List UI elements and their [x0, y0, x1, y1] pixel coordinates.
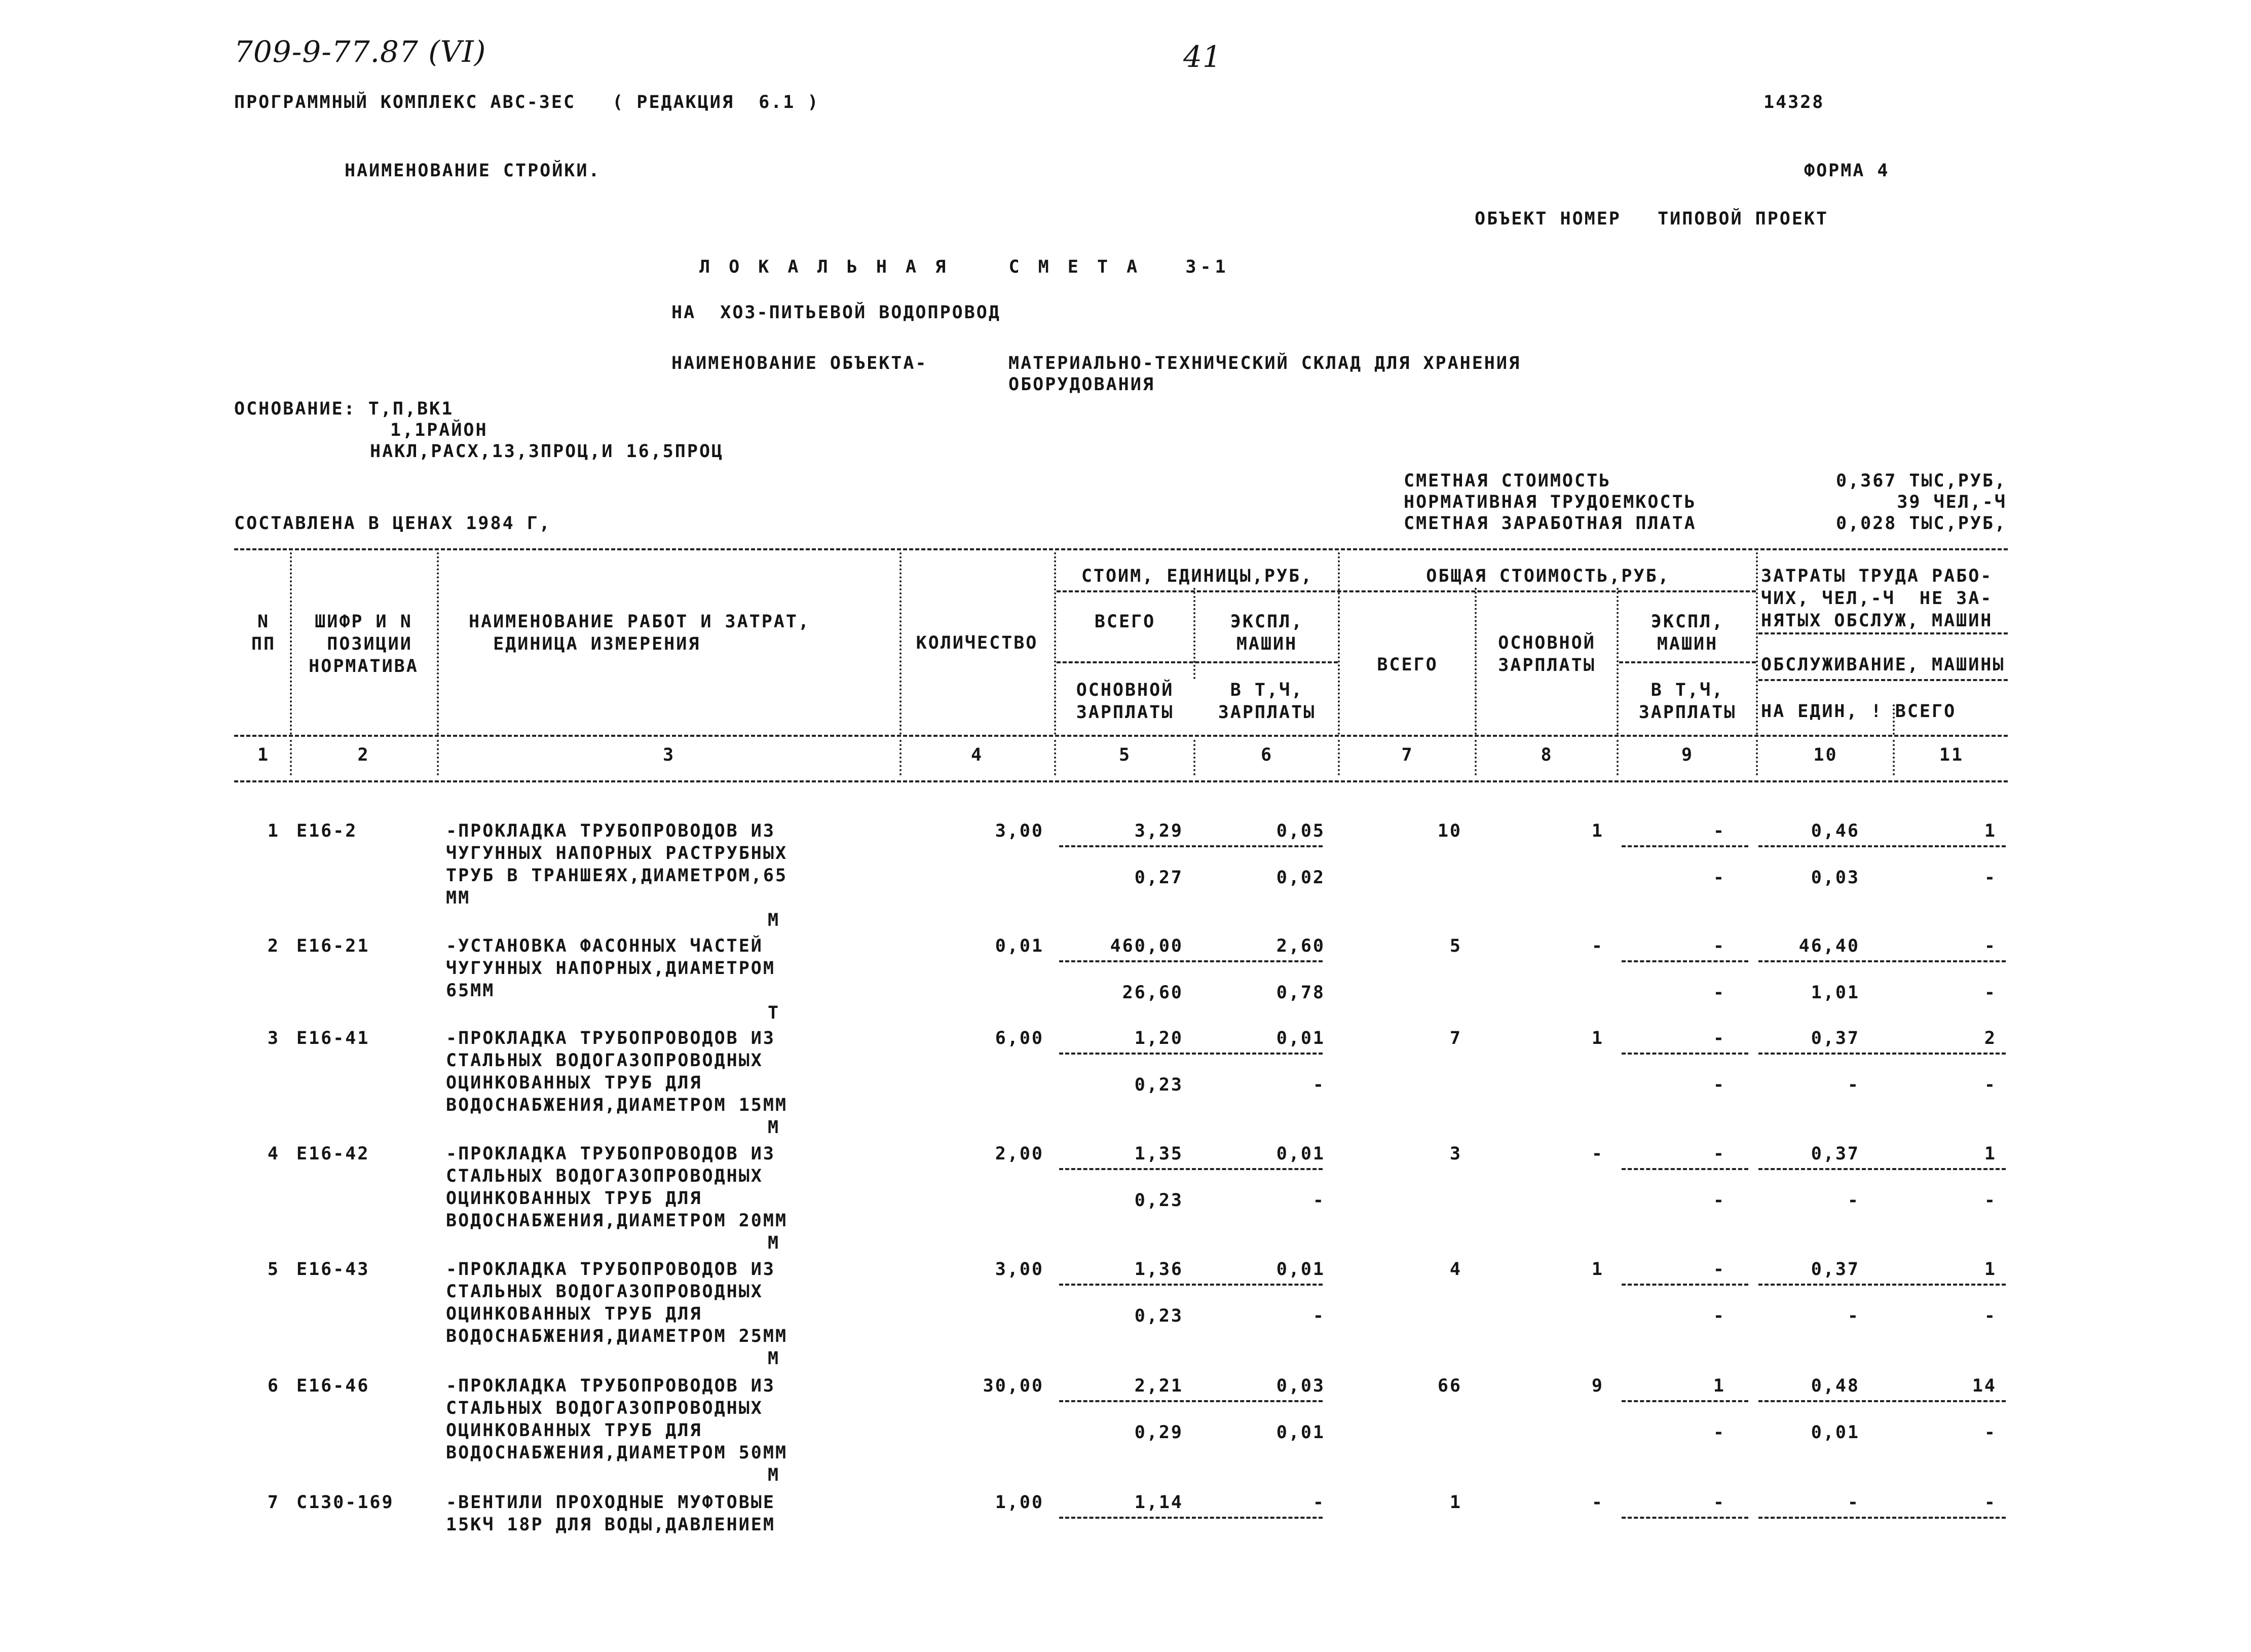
header-col-qty: КОЛИЧЕСТВО: [916, 633, 1038, 653]
header-unit-sub-rule: [1057, 661, 1338, 663]
row-quantity: 6,00: [995, 1028, 1044, 1048]
row-labor-total: 1: [1984, 1144, 1997, 1164]
row-code: Е16-21: [296, 936, 370, 956]
row-number: 5: [267, 1259, 280, 1280]
prices-year-line: СОСТАВЛЕНА В ЦЕНАХ 1984 Г,: [234, 513, 551, 534]
row-service-total: -: [1984, 983, 1997, 1003]
num-row-sep-7: [1475, 740, 1477, 775]
row-unit-mach: 0,01: [1276, 1028, 1325, 1048]
row-sum-mach: -: [1713, 1259, 1725, 1280]
col-number-11: 11: [1939, 745, 1964, 765]
row-labor-rule: [1758, 960, 2006, 962]
row-code: Е16-43: [296, 1259, 370, 1280]
num-row-sep-8: [1617, 740, 1619, 775]
row-sum-mach: -: [1713, 1492, 1725, 1513]
row-labor-unit: 0,37: [1811, 1259, 1860, 1280]
row-unit-total: 460,00: [1110, 936, 1183, 956]
col-number-9: 9: [1681, 745, 1694, 765]
col-sep-5: [1193, 588, 1195, 679]
header-unit-cost-rule: [1057, 590, 1756, 592]
col-sep-9: [1756, 552, 1758, 735]
header-unit-total: ВСЕГО: [1094, 612, 1156, 632]
row-unit-mach: 0,01: [1276, 1144, 1325, 1164]
document-id: 14328: [1764, 92, 1825, 112]
row-unit-total: 3,29: [1134, 821, 1183, 841]
num-row-sep-1: [290, 740, 292, 775]
col-number-4: 4: [970, 745, 984, 765]
row-sum-total: 7: [1449, 1028, 1462, 1048]
row-quantity: 3,00: [995, 1259, 1044, 1280]
row-quantity: 2,00: [995, 1144, 1044, 1164]
row-labor-unit: 0,48: [1811, 1376, 1860, 1396]
row-description-line: -ПРОКЛАДКА ТРУБОПРОВОДОВ ИЗ: [446, 1259, 775, 1280]
num-row-sep-4: [1054, 740, 1056, 775]
col-number-5: 5: [1118, 745, 1132, 765]
row-unit-rule: [1059, 845, 1323, 847]
row-unit-mach: 0,03: [1276, 1376, 1325, 1396]
row-sum-mach-rule: [1622, 845, 1748, 847]
row-quantity: 1,00: [995, 1492, 1044, 1513]
row-unit: М: [768, 1465, 780, 1485]
row-sum-total: 3: [1449, 1144, 1462, 1164]
summary-label-wage: СМЕТНАЯ ЗАРАБОТНАЯ ПЛАТА: [1404, 513, 1697, 534]
header-total-sub-rule: [1619, 661, 1756, 663]
col-sep-6: [1338, 552, 1340, 735]
row-description-line: -ПРОКЛАДКА ТРУБОПРОВОДОВ ИЗ: [446, 821, 775, 841]
header-unit-mach: ЭКСПЛ, МАШИН: [1230, 612, 1304, 654]
row-service-total: -: [1984, 1190, 1997, 1211]
row-quantity: 0,01: [995, 936, 1044, 956]
row-sum-mach-rule: [1622, 1284, 1748, 1286]
row-sum-wage: 1: [1591, 1259, 1604, 1280]
header-labor-rule-2: [1758, 679, 2008, 681]
row-unit-rule: [1059, 1400, 1323, 1402]
row-labor-rule: [1758, 1053, 2006, 1055]
row-sum-incl-wage: -: [1713, 983, 1725, 1003]
row-sum-mach: 1: [1713, 1376, 1725, 1396]
num-row-sep-6: [1338, 740, 1340, 775]
construction-label: НАИМЕНОВАНИЕ СТРОЙКИ.: [345, 161, 601, 181]
row-number: 2: [267, 936, 280, 956]
row-description-line: ЧУГУННЫХ НАПОРНЫХ РАСТРУБНЫХ: [446, 843, 788, 863]
row-sum-mach: -: [1713, 936, 1725, 956]
row-description-line: 15КЧ 18Р ДЛЯ ВОДЫ,ДАВЛЕНИЕМ: [446, 1515, 775, 1535]
row-description-line: -УСТАНОВКА ФАСОННЫХ ЧАСТЕЙ: [446, 936, 763, 956]
header-col-num: N ПП: [251, 612, 276, 654]
row-unit-incl-wage: 0,78: [1276, 983, 1325, 1003]
row-labor-total: 14: [1972, 1376, 1997, 1396]
row-sum-mach: -: [1713, 1144, 1725, 1164]
row-sum-incl-wage: -: [1713, 1306, 1725, 1326]
row-service-total: -: [1984, 1075, 1997, 1095]
row-number: 3: [267, 1028, 280, 1048]
summary-label-labor: НОРМАТИВНАЯ ТРУДОЕМКОСТЬ: [1404, 492, 1697, 512]
row-description-line: ОЦИНКОВАННЫХ ТРУБ ДЛЯ: [446, 1420, 702, 1441]
row-unit-incl-wage: -: [1312, 1075, 1325, 1095]
row-unit-rule: [1059, 1053, 1323, 1055]
num-row-sep-3: [899, 740, 902, 775]
row-service-unit: 0,01: [1811, 1422, 1860, 1443]
row-number: 7: [267, 1492, 280, 1513]
col-number-1: 1: [257, 745, 270, 765]
row-unit: М: [768, 1233, 780, 1253]
row-description-line: ВОДОСНАБЖЕНИЯ,ДИАМЕТРОМ 50ММ: [446, 1443, 788, 1463]
row-sum-total: 10: [1437, 821, 1462, 841]
row-code: Е16-41: [296, 1028, 370, 1048]
row-sum-wage: -: [1591, 1144, 1604, 1164]
col-number-3: 3: [662, 745, 676, 765]
row-service-unit: -: [1847, 1190, 1860, 1211]
row-service-unit: -: [1847, 1306, 1860, 1326]
row-quantity: 30,00: [983, 1376, 1044, 1396]
handwritten-project-code: 709-9-77.87 (VI): [234, 34, 486, 69]
row-labor-total: 1: [1984, 1259, 1997, 1280]
col-number-8: 8: [1541, 745, 1553, 765]
row-unit-mach: 0,01: [1276, 1259, 1325, 1280]
row-sum-wage: 1: [1591, 1028, 1604, 1048]
row-service-unit: 0,03: [1811, 868, 1860, 888]
row-labor-rule: [1758, 1517, 2006, 1519]
estimate-title: Л О К А Л Ь Н А Я С М Е Т А 3-1: [699, 257, 1230, 277]
row-unit-total: 2,21: [1134, 1376, 1183, 1396]
row-labor-total: 2: [1984, 1028, 1997, 1048]
num-row-sep-10: [1893, 740, 1895, 775]
num-row-sep-5: [1193, 740, 1195, 775]
summary-label-cost: СМЕТНАЯ СТОИМОСТЬ: [1404, 471, 1611, 491]
row-labor-total: -: [1984, 1492, 1997, 1513]
table-body-top-rule: [234, 780, 2008, 782]
row-description-line: ЧУГУННЫХ НАПОРНЫХ,ДИАМЕТРОМ: [446, 958, 775, 979]
row-unit-rule: [1059, 1168, 1323, 1170]
summary-value-cost: 0,367 ТЫС,РУБ,: [1835, 471, 2007, 491]
row-sum-incl-wage: -: [1713, 1075, 1725, 1095]
row-sum-incl-wage: -: [1713, 1422, 1725, 1443]
row-unit-mach: -: [1312, 1492, 1325, 1513]
row-description-line: СТАЛЬНЫХ ВОДОГАЗОПРОВОДНЫХ: [446, 1050, 763, 1071]
row-unit: М: [768, 910, 780, 930]
row-labor-unit: 0,37: [1811, 1028, 1860, 1048]
header-total-incl-wage: В Т,Ч, ЗАРПЛАТЫ: [1638, 680, 1737, 723]
row-labor-total: 1: [1984, 821, 1997, 841]
form-label: ФОРМА 4: [1804, 161, 1890, 181]
row-sum-mach-rule: [1622, 1168, 1748, 1170]
row-unit-incl-wage: 0,02: [1276, 868, 1325, 888]
row-sum-incl-wage: -: [1713, 868, 1725, 888]
basis-line-3: НАКЛ,РАСХ,13,3ПРОЦ,И 16,5ПРОЦ: [370, 441, 724, 462]
row-labor-rule: [1758, 845, 2006, 847]
row-code: С130-169: [296, 1492, 394, 1513]
row-sum-mach-rule: [1622, 1517, 1748, 1519]
row-description-line: ОЦИНКОВАННЫХ ТРУБ ДЛЯ: [446, 1073, 702, 1093]
col-number-7: 7: [1401, 745, 1414, 765]
object-number-line: ОБЪЕКТ НОМЕР ТИПОВОЙ ПРОЕКТ: [1475, 209, 1829, 229]
row-unit-incl-wage: -: [1312, 1190, 1325, 1211]
row-sum-wage: 1: [1591, 821, 1604, 841]
row-description-line: ОЦИНКОВАННЫХ ТРУБ ДЛЯ: [446, 1304, 702, 1324]
row-description-line: СТАЛЬНЫХ ВОДОГАЗОПРОВОДНЫХ: [446, 1282, 763, 1302]
row-description-line: ВОДОСНАБЖЕНИЯ,ДИАМЕТРОМ 15ММ: [446, 1095, 788, 1115]
num-row-sep-2: [437, 740, 439, 775]
row-description-line: -ПРОКЛАДКА ТРУБОПРОВОДОВ ИЗ: [446, 1028, 775, 1048]
page-number: 41: [1183, 40, 1222, 74]
row-description-line: ТРУБ В ТРАНШЕЯХ,ДИАМЕТРОМ,65: [446, 866, 788, 886]
row-unit-base-wage: 0,23: [1134, 1075, 1183, 1095]
col-number-6: 6: [1260, 745, 1273, 765]
row-unit: М: [768, 1348, 780, 1369]
row-quantity: 3,00: [995, 821, 1044, 841]
row-sum-wage: -: [1591, 936, 1604, 956]
row-description-line: СТАЛЬНЫХ ВОДОГАЗОПРОВОДНЫХ: [446, 1398, 763, 1418]
row-code: Е16-42: [296, 1144, 370, 1164]
row-sum-total: 66: [1437, 1376, 1462, 1396]
col-sep-4: [1054, 552, 1056, 735]
col-sep-7: [1475, 588, 1477, 735]
row-sum-incl-wage: -: [1713, 1190, 1725, 1211]
row-description-line: ОЦИНКОВАННЫХ ТРУБ ДЛЯ: [446, 1188, 702, 1209]
row-unit-base-wage: 0,23: [1134, 1306, 1183, 1326]
header-total-all: ВСЕГО: [1377, 655, 1438, 675]
row-description-line: СТАЛЬНЫХ ВОДОГАЗОПРОВОДНЫХ: [446, 1166, 763, 1186]
row-service-unit: 1,01: [1811, 983, 1860, 1003]
row-unit-incl-wage: 0,01: [1276, 1422, 1325, 1443]
program-line: ПРОГРАММНЫЙ КОМПЛЕКС АВС-3ЕС ( РЕДАКЦИЯ 6.1 ): [234, 92, 820, 112]
col-sep-2: [437, 552, 439, 735]
header-col-code: ШИФР И N ПОЗИЦИИ НОРМАТИВА: [309, 612, 419, 677]
row-labor-unit: 0,46: [1811, 821, 1860, 841]
header-unit-cost: СТОИМ, ЕДИНИЦЫ,РУБ,: [1081, 566, 1314, 586]
row-labor-unit: -: [1847, 1492, 1860, 1513]
header-labor-unit: НА ЕДИН, ! ВСЕГО: [1761, 701, 1957, 722]
header-labor-service: ОБСЛУЖИВАНИЕ, МАШИНЫ: [1761, 655, 2005, 675]
row-sum-total: 5: [1449, 936, 1462, 956]
row-sum-wage: -: [1591, 1492, 1604, 1513]
row-sum-wage: 9: [1591, 1376, 1604, 1396]
row-unit-mach: 2,60: [1276, 936, 1325, 956]
basis-line-1: ОСНОВАНИЕ: Т,П,ВК1: [234, 399, 454, 419]
estimate-subject: НА ХОЗ-ПИТЬЕВОЙ ВОДОПРОВОД: [671, 303, 1001, 323]
row-code: Е16-46: [296, 1376, 370, 1396]
row-sum-mach: -: [1713, 821, 1725, 841]
row-unit-total: 1,36: [1134, 1259, 1183, 1280]
row-labor-unit: 46,40: [1798, 936, 1860, 956]
row-description-line: -ПРОКЛАДКА ТРУБОПРОВОДОВ ИЗ: [446, 1376, 775, 1396]
row-unit-mach: 0,05: [1276, 821, 1325, 841]
row-sum-total: 1: [1449, 1492, 1462, 1513]
row-unit-total: 1,14: [1134, 1492, 1183, 1513]
row-description-line: -ВЕНТИЛИ ПРОХОДНЫЕ МУФТОВЫЕ: [446, 1492, 775, 1513]
row-unit-base-wage: 0,27: [1134, 868, 1183, 888]
row-unit-base-wage: 0,29: [1134, 1422, 1183, 1443]
row-unit-rule: [1059, 960, 1323, 962]
row-sum-total: 4: [1449, 1259, 1462, 1280]
header-unit-incl-wage: В Т,Ч, ЗАРПЛАТЫ: [1218, 680, 1316, 723]
row-service-total: -: [1984, 1306, 1997, 1326]
table-header-bottom-rule: [234, 735, 2008, 737]
object-name-line-1: МАТЕРИАЛЬНО-ТЕХНИЧЕСКИЙ СКЛАД ДЛЯ ХРАНЕНИЯ: [1008, 353, 1521, 373]
row-description-line: 65ММ: [446, 981, 495, 1001]
row-unit-total: 1,20: [1134, 1028, 1183, 1048]
row-sum-mach: -: [1713, 1028, 1725, 1048]
table-top-rule: [234, 548, 2008, 550]
row-sum-mach-rule: [1622, 1053, 1748, 1055]
col-number-10: 10: [1813, 745, 1838, 765]
header-total-mach: ЭКСПЛ, МАШИН: [1650, 612, 1724, 654]
row-service-total: -: [1984, 1422, 1997, 1443]
header-total-cost: ОБЩАЯ СТОИМОСТЬ,РУБ,: [1426, 566, 1670, 586]
col-number-2: 2: [357, 745, 370, 765]
header-total-base-wage: ОСНОВНОЙ ЗАРПЛАТЫ: [1498, 633, 1596, 675]
row-sum-mach-rule: [1622, 1400, 1748, 1402]
header-unit-base-wage: ОСНОВНОЙ ЗАРПЛАТЫ: [1076, 680, 1174, 723]
row-sum-mach-rule: [1622, 960, 1748, 962]
row-service-total: -: [1984, 868, 1997, 888]
row-labor-rule: [1758, 1400, 2006, 1402]
row-unit: М: [768, 1117, 780, 1138]
row-unit-rule: [1059, 1284, 1323, 1286]
object-name-label: НАИМЕНОВАНИЕ ОБЪЕКТА-: [671, 353, 928, 373]
row-number: 4: [267, 1144, 280, 1164]
row-description-line: -ПРОКЛАДКА ТРУБОПРОВОДОВ ИЗ: [446, 1144, 775, 1164]
row-service-unit: -: [1847, 1075, 1860, 1095]
row-labor-rule: [1758, 1284, 2006, 1286]
row-unit-total: 1,35: [1134, 1144, 1183, 1164]
row-number: 1: [267, 821, 280, 841]
row-unit-base-wage: 26,60: [1122, 983, 1183, 1003]
row-description-line: ВОДОСНАБЖЕНИЯ,ДИАМЕТРОМ 25ММ: [446, 1326, 788, 1346]
row-unit: Т: [768, 1003, 780, 1023]
row-labor-unit: 0,37: [1811, 1144, 1860, 1164]
col-sep-8: [1617, 588, 1619, 735]
row-unit-incl-wage: -: [1312, 1306, 1325, 1326]
row-labor-total: -: [1984, 936, 1997, 956]
row-unit-rule: [1059, 1517, 1323, 1519]
summary-value-wage: 0,028 ТЫС,РУБ,: [1835, 513, 2007, 534]
row-unit-base-wage: 0,23: [1134, 1190, 1183, 1211]
summary-value-labor: 39 ЧЕЛ,-Ч: [1897, 492, 2007, 512]
row-labor-rule: [1758, 1168, 2006, 1170]
row-code: Е16-2: [296, 821, 358, 841]
basis-line-2: 1,1РАЙОН: [390, 420, 488, 440]
header-labor: ЗАТРАТЫ ТРУДА РАБО- ЧИХ, ЧЕЛ,-Ч НЕ ЗА- НЯТЫХ ОБСЛУЖ, МАШИН: [1761, 566, 1993, 631]
header-labor-rule-1: [1758, 632, 2008, 634]
num-row-sep-9: [1756, 740, 1758, 775]
header-col-name: НАИМЕНОВАНИЕ РАБОТ И ЗАТРАТ, ЕДИНИЦА ИЗМЕРЕНИЯ: [469, 612, 811, 654]
object-name-line-2: ОБОРУДОВАНИЯ: [1008, 374, 1155, 395]
row-description-line: ВОДОСНАБЖЕНИЯ,ДИАМЕТРОМ 20ММ: [446, 1211, 788, 1231]
row-number: 6: [267, 1376, 280, 1396]
row-description-line: ММ: [446, 888, 471, 908]
